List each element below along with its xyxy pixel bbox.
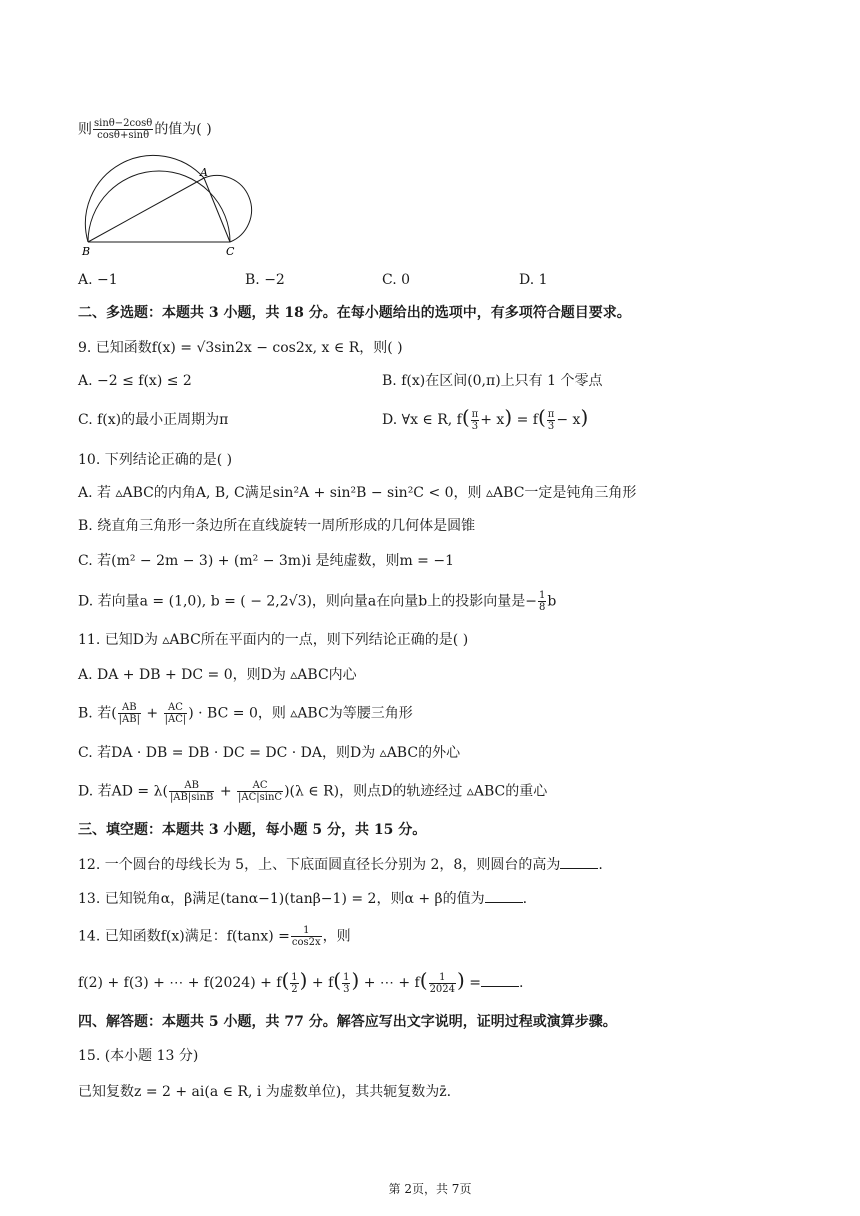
q11-d-frac1-num: AB bbox=[169, 780, 214, 792]
q11-d-prefix: D. 若AD = λ( bbox=[78, 783, 168, 800]
q10-option-d bbox=[78, 590, 556, 613]
q8-figure bbox=[76, 148, 256, 258]
q10-d-frac-num: 1 bbox=[538, 590, 546, 601]
section-3-heading: 三、填空题：本题共 3 小题，每小题 5 分，共 15 分。 bbox=[78, 822, 427, 838]
q15-stem: 已知复数z = 2 + ai(a ∈ R, i 为虚数单位)，其共轭复数为z̄. bbox=[78, 1084, 452, 1100]
line-ba bbox=[88, 178, 204, 242]
q13-end: . bbox=[522, 891, 528, 907]
q14-frac-2024-num: 1 bbox=[429, 972, 456, 984]
q11-option-d: D. 若AD = λ( $\frac{AB}{|AB|\sin B}$ + $\frac{AC}{|AC|\sin C}$ )(λ ∈ R)，则点D的轨迹经过 ▵ABC的重心 bbox=[78, 780, 548, 803]
section-2-heading: 二、多选题：本题共 3 小题，共 18 分。在每小题给出的选项中，有多项符合题目要求。 bbox=[78, 305, 631, 321]
q11-option-b: B. 若( $\frac{AB}{|AB|}$ + $\frac{AC}{|AC|}$ ) · BC = 0，则 ▵ABC为等腰三角形 bbox=[78, 702, 413, 725]
q8-stem-prefix: 则 bbox=[78, 121, 92, 138]
q10-option-c: C. 若(m² − 2m − 3) + (m² − 3m)i 是纯虚数，则m = −1 bbox=[78, 553, 455, 569]
small-arc bbox=[204, 175, 252, 242]
q10-d-frac-den: 8 bbox=[538, 602, 546, 613]
label-b: B bbox=[82, 245, 91, 258]
q9-d-frac2 bbox=[547, 409, 556, 432]
q9-d-frac2-den: 3 bbox=[547, 420, 555, 432]
q14-stem-frac-den: cos2x bbox=[291, 937, 321, 948]
label-a: A bbox=[200, 166, 208, 179]
q9-d-frac1-den: 3 bbox=[471, 420, 479, 432]
q14-stem-prefix: 14. 已知函数f(x)满足：f(tanx) = bbox=[78, 928, 290, 945]
q9-d-frac1-num: π bbox=[471, 408, 479, 420]
q8-option-a: A. −1 bbox=[78, 272, 118, 288]
q9-d-prefix: D. ∀x ∈ R, f bbox=[382, 412, 462, 428]
q8-frac-num: sinθ−2cosθ bbox=[94, 118, 153, 129]
q11-b-frac1-num: AB bbox=[118, 702, 141, 714]
q13 bbox=[78, 888, 527, 909]
q14-frac-half bbox=[290, 972, 298, 995]
q12-end: . bbox=[598, 857, 603, 873]
q14-frac-third bbox=[342, 972, 350, 995]
q9-stem: 9. 已知函数f(x) = √3sin2x − cos2x, x ∈ R，则( ) bbox=[78, 340, 403, 356]
q11-d-frac1 bbox=[169, 780, 214, 803]
q11-b-frac2-num: AC bbox=[164, 702, 188, 714]
q14-stem bbox=[78, 925, 351, 948]
q11-b-frac2-den: |AC| bbox=[164, 714, 187, 725]
q9-option-a: A. −2 ≤ f(x) ≤ 2 bbox=[78, 373, 192, 389]
q14-frac-half-num: 1 bbox=[291, 971, 298, 983]
q9-option-b: B. f(x)在区间(0,π)上只有 1 个零点 bbox=[382, 373, 603, 389]
q14-frac-2024-den: 2024 bbox=[429, 983, 456, 995]
q11-stem: 11. 已知D为 ▵ABC所在平面内的一点，则下列结论正确的是( ) bbox=[78, 632, 469, 648]
q10-d-prefix: D. 若向量a = (1,0), b = ( − 2,2√3)，则向量a在向量b上的投影向量是− bbox=[78, 593, 537, 610]
q14-sum: f(2) + f(3) + ⋯ + f(2024) + f( $\frac{1}{2}$ ) + f( $\frac{1}{3}$ ) + ⋯ + f( $\frac{1}{2024}$ ) = . bbox=[78, 968, 524, 995]
q14-stem-suffix: ，则 bbox=[322, 928, 351, 945]
q14-dots-f: + ⋯ + f bbox=[363, 975, 420, 991]
q10-stem: 10. 下列结论正确的是( ) bbox=[78, 452, 233, 468]
q12 bbox=[78, 854, 603, 875]
q10-option-a: A. 若 ▵ABC的内角A, B, C满足sin²A + sin²B − sin²C < 0，则 ▵ABC一定是钝角三角形 bbox=[78, 485, 637, 501]
q13-stem: 13. 已知锐角α，β满足(tanα−1)(tanβ−1) = 2，则α + β的值为 bbox=[78, 891, 485, 907]
q10-option-b: B. 绕直角三角形一条边所在直线旋转一周所形成的几何体是圆锥 bbox=[78, 518, 476, 534]
q8-option-b: B. −2 bbox=[245, 272, 285, 288]
q11-b-frac1-den: |AB| bbox=[118, 714, 140, 725]
q14-end: . bbox=[519, 975, 524, 991]
q11-b-frac2 bbox=[164, 702, 188, 725]
q14-answer-blank[interactable] bbox=[481, 972, 519, 987]
q11-d-suffix: )(λ ∈ R)，则点D的轨迹经过 ▵ABC的重心 bbox=[284, 783, 548, 800]
q8-stem-suffix: 的值为( ) bbox=[154, 121, 212, 138]
q14-plus-f: + f bbox=[311, 975, 334, 991]
q9-option-c: C. f(x)的最小正周期为π bbox=[78, 412, 229, 428]
line-ac bbox=[204, 178, 230, 242]
q14-frac-third-den: 3 bbox=[343, 983, 350, 995]
q12-stem: 12. 一个圆台的母线长为 5，上、下底面圆直径长分别为 2，8，则圆台的高为 bbox=[78, 857, 561, 873]
section-4-heading: 四、解答题：本题共 5 小题，共 77 分。解答应写出文字说明，证明过程或演算步骤。 bbox=[78, 1014, 617, 1030]
large-semicircle bbox=[88, 171, 230, 242]
q11-d-frac2-den: |AC|sinC bbox=[238, 792, 283, 803]
q8-stem bbox=[78, 118, 212, 141]
q11-option-c: C. 若DA · DB = DB · DC = DC · DA，则D为 ▵ABC的外心 bbox=[78, 745, 461, 761]
q8-fraction bbox=[93, 118, 153, 141]
q13-answer-blank[interactable] bbox=[485, 888, 523, 903]
q9-d-minus-x: − x bbox=[556, 412, 581, 428]
q14-sum-prefix: f(2) + f(3) + ⋯ + f(2024) + f bbox=[78, 975, 282, 991]
q14-stem-frac bbox=[291, 925, 322, 948]
label-c: C bbox=[226, 245, 235, 258]
q14-frac-2024 bbox=[429, 972, 456, 995]
q9-d-equals: = f bbox=[516, 412, 538, 428]
q10-d-suffix: b bbox=[547, 593, 557, 610]
q11-b-prefix: B. 若( bbox=[78, 705, 117, 722]
q8-option-d: D. 1 bbox=[519, 272, 548, 288]
q11-d-frac1-den: |AB|sinB bbox=[169, 792, 214, 803]
q9-d-frac1 bbox=[471, 409, 480, 432]
q12-answer-blank[interactable] bbox=[560, 854, 598, 869]
q9-option-d: D. ∀x ∈ R, f( $\frac{\pi}{3}$ + x) = f( $\frac{\pi}{3}$ − x) bbox=[382, 405, 589, 432]
q14-equals: = bbox=[469, 975, 482, 991]
q11-b-suffix: ) · BC = 0，则 ▵ABC为等腰三角形 bbox=[188, 705, 413, 722]
q15-title: 15. (本小题 13 分) bbox=[78, 1048, 199, 1064]
q14-frac-third-num: 1 bbox=[343, 971, 350, 983]
q11-d-frac2 bbox=[237, 780, 283, 803]
q10-d-frac bbox=[538, 590, 546, 613]
q14-frac-half-den: 2 bbox=[291, 983, 298, 995]
q11-d-frac2-num: AC bbox=[237, 780, 283, 792]
q9-d-plus-x: + x bbox=[480, 412, 505, 428]
page-footer: 第 2页，共 7页 bbox=[388, 1182, 472, 1196]
q11-b-frac1 bbox=[118, 702, 141, 725]
q9-d-frac2-num: π bbox=[547, 408, 555, 420]
q8-option-c: C. 0 bbox=[382, 272, 411, 288]
q14-stem-frac-num: 1 bbox=[291, 925, 322, 937]
q11-option-a: A. DA + DB + DC = 0，则D为 ▵ABC内心 bbox=[78, 667, 357, 683]
q8-frac-den: cosθ+sinθ bbox=[97, 130, 150, 141]
